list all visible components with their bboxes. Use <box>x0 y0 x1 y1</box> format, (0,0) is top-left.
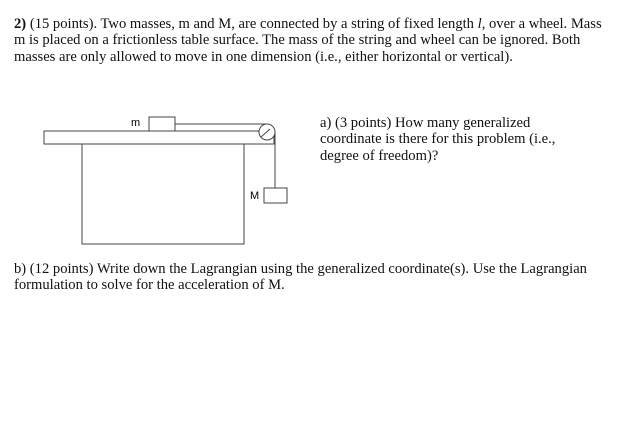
mass-m-block <box>149 117 175 131</box>
problem-points: (15 points). <box>29 16 98 32</box>
table-top <box>44 131 274 144</box>
part-a-question: a) (3 points) How many generalized coordinate is there for this problem (i.e., degree of freedom)? <box>320 115 556 164</box>
table-base <box>82 144 244 244</box>
pulley-diagram <box>40 110 300 250</box>
mass-m-label: m <box>131 117 141 129</box>
problem-text-end: , over a wheel. Mass m is placed on a frictionless table surface. The mass of the string and wheel can be ignored. Both masses are only allowed to move in one dimension (i.e., either horizontal or vertical). <box>14 16 602 65</box>
mass-M-label: M <box>250 190 260 202</box>
problem-statement <box>14 16 614 65</box>
string-length-variable: l <box>477 16 482 32</box>
problem-number: 2) <box>14 16 27 32</box>
mass-M-block <box>264 188 287 203</box>
part-b-question: b) (12 points) Write down the Lagrangian using the generalized coordinate(s). Use the Lagrangian formulation to solve for the acceleration of M. <box>14 261 587 294</box>
problem-text-start: Two masses, m and M, are connected by a string of fixed length <box>100 16 474 32</box>
